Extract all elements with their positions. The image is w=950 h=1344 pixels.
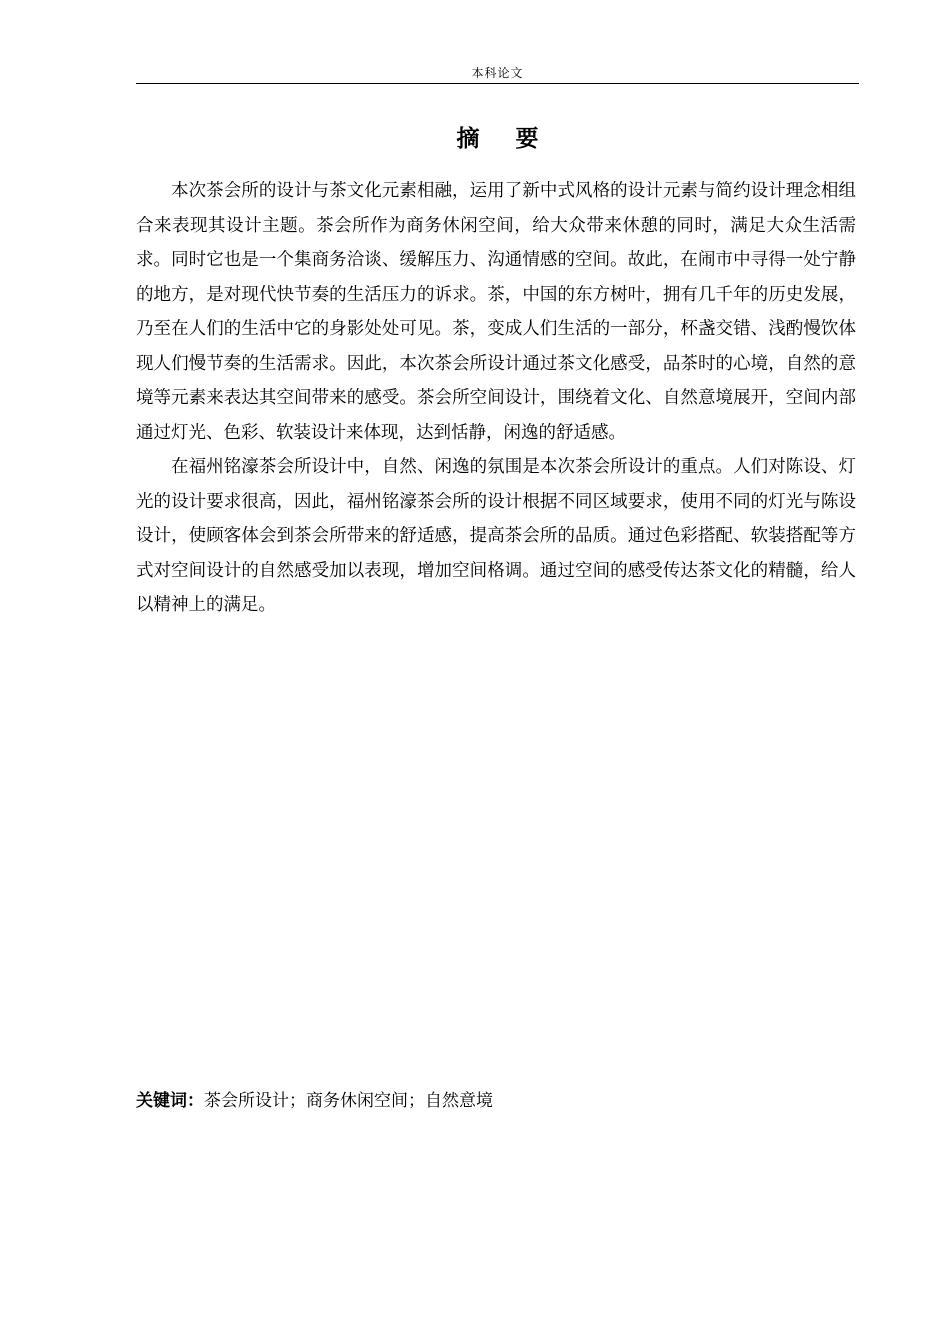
header-divider xyxy=(136,83,859,84)
keywords-label: 关键词： xyxy=(136,1091,204,1111)
keywords-line xyxy=(136,1086,856,1116)
running-header: 本科论文 xyxy=(471,66,524,80)
keywords-value: 茶会所设计；商务休闲空间；自然意境 xyxy=(204,1091,493,1111)
abstract-title: 摘 要 xyxy=(456,126,553,152)
abstract-body xyxy=(136,174,856,623)
abstract-paragraph-1: 本次茶会所的设计与茶文化元素相融，运用了新中式风格的设计元素与简约设计理念相组合来表现其设计主题。茶会所作为商务休闲空间，给大众带来休憩的同时，满足大众生活需求。同时它也是一个集商务洽谈、缓解压力、沟通情感的空间。故此，在闹市中寻得一处宁静的地方，是对现代快节奏的生活压力的诉求。茶，中国的东方树叶，拥有几千年的历史发展，乃至在人们的生活中它的身影处处可见。茶，变成人们生活的一部分，杯盏交错、浅酌慢饮体现人们慢节奏的生活需求。因此，本次茶会所设计通过茶文化感受，品茶时的心境，自然的意境等元素来表达其空间带来的感受。茶会所空间设计，围绕着文化、自然意境展开，空间内部通过灯光、色彩、软装设计来体现，达到恬静，闲逸的舒适感。 xyxy=(136,181,856,443)
abstract-paragraph-2: 在福州铭濠茶会所设计中，自然、闲逸的氛围是本次茶会所设计的重点。人们对陈设、灯光的设计要求很高，因此，福州铭濠茶会所的设计根据不同区域要求，使用不同的灯光与陈设设计，使顾客体会到茶会所带来的舒适感，提高茶会所的品质。通过色彩搭配、软装搭配等方式对空间设计的自然感受加以表现，增加空间格调。通过空间的感受传达茶文化的精髓，给人以精神上的满足。 xyxy=(136,457,856,615)
